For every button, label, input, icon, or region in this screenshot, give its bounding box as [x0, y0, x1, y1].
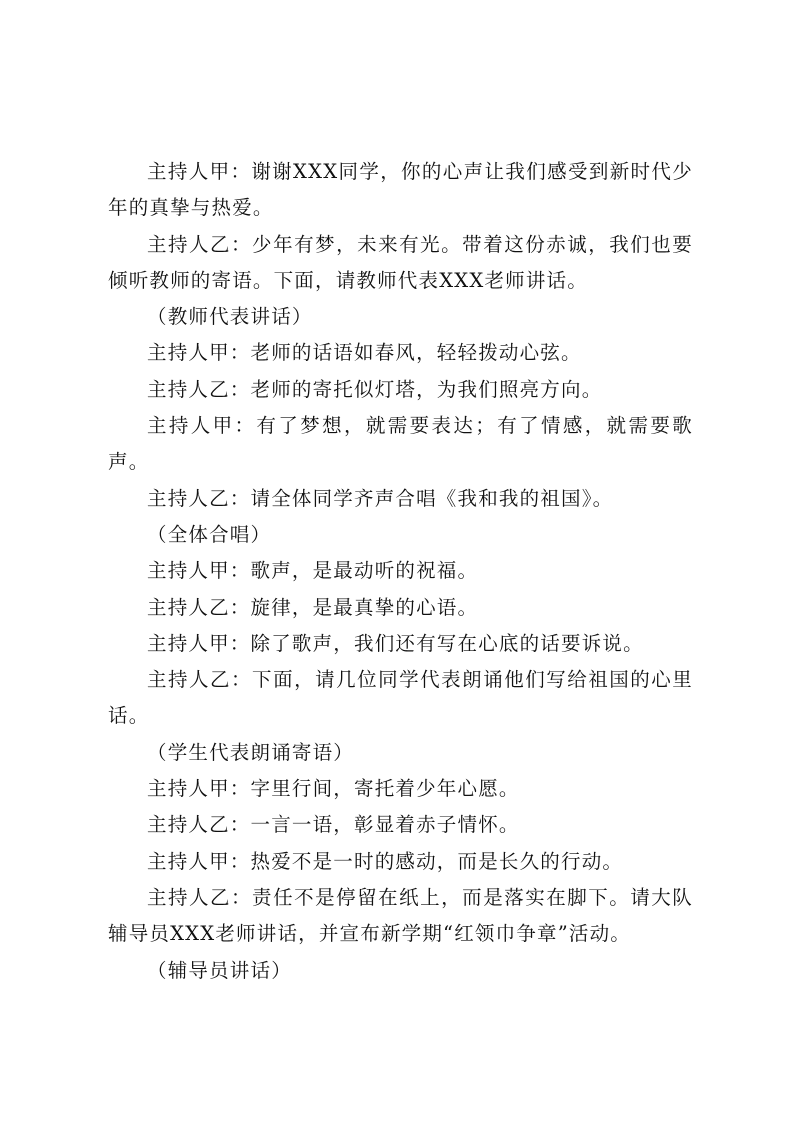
paragraph: 主持人甲：老师的话语如春风，轻轻拨动心弦。	[147, 341, 582, 365]
paragraph: 主持人乙：请全体同学齐声合唱《我和我的祖国》。	[147, 486, 614, 510]
stage-direction: （教师代表讲话）	[147, 305, 313, 329]
paragraph: 主持人甲：有了梦想，就需要表达；有了情感，就需要歌声。	[108, 414, 693, 474]
paragraph: 主持人乙：旋律，是最真挚的心语。	[147, 595, 479, 619]
paragraph: 主持人甲：热爱不是一时的感动，而是长久的行动。	[147, 849, 624, 873]
paragraph: 主持人乙：下面，请几位同学代表朗诵他们写给祖国的心里话。	[108, 668, 693, 728]
paragraph: 主持人甲：歌声，是最动听的祝福。	[147, 559, 479, 583]
paragraph: 主持人乙：少年有梦，未来有光。带着这份赤诚，我们也要倾听教师的寄语。下面，请教师代表XXX老师讲话。	[108, 232, 693, 292]
paragraph: 主持人甲：谢谢XXX同学，你的心声让我们感受到新时代少年的真挚与热爱。	[108, 160, 693, 220]
paragraph: 主持人乙：老师的寄托似灯塔，为我们照亮方向。	[147, 377, 603, 401]
paragraph: 主持人甲：除了歌声，我们还有写在心底的话要诉说。	[147, 631, 644, 655]
paragraph: 主持人乙：一言一语，彰显着赤子情怀。	[147, 813, 520, 837]
paragraph: 主持人乙：责任不是停留在纸上，而是落实在脚下。请大队辅导员XXX老师讲话，并宣布新学期“红领巾争章”活动。	[108, 885, 693, 946]
stage-direction: （全体合唱）	[147, 522, 272, 546]
stage-direction: （学生代表朗诵寄语）	[147, 740, 355, 764]
stage-direction: （辅导员讲话）	[147, 958, 292, 982]
paragraph: 主持人甲：字里行间，寄托着少年心愿。	[147, 777, 520, 801]
document-body	[108, 154, 693, 989]
